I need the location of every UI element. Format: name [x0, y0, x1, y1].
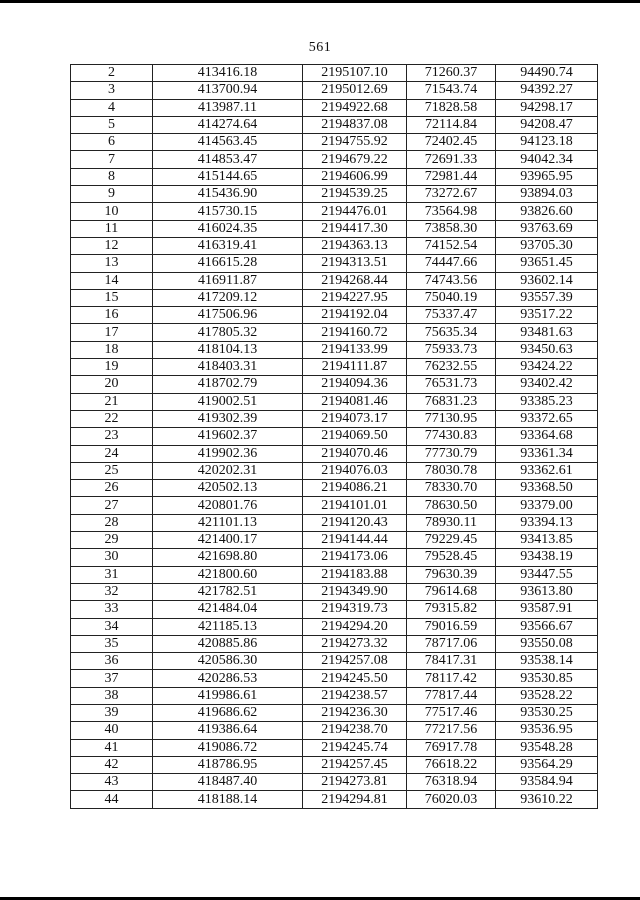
table-row	[71, 151, 598, 168]
table-row	[71, 739, 598, 756]
table-row	[71, 82, 598, 99]
coord-x-cell: 420801.76	[153, 497, 303, 514]
coord-y2-cell: 94123.18	[496, 134, 598, 151]
coord-x-cell: 418487.40	[153, 774, 303, 791]
table-row	[71, 497, 598, 514]
coord-x-cell: 415730.15	[153, 203, 303, 220]
coord-y-cell: 2194101.01	[303, 497, 407, 514]
coord-y2-cell: 93364.68	[496, 428, 598, 445]
point-number-cell: 19	[71, 359, 153, 376]
coord-x-cell: 415436.90	[153, 186, 303, 203]
coord-y2-cell: 93557.39	[496, 289, 598, 306]
point-number-cell: 27	[71, 497, 153, 514]
coord-x2-cell: 76618.22	[407, 756, 496, 773]
coord-y-cell: 2194069.50	[303, 428, 407, 445]
coord-x2-cell: 77217.56	[407, 722, 496, 739]
coord-y-cell: 2194257.45	[303, 756, 407, 773]
coord-x-cell: 421101.13	[153, 514, 303, 531]
point-number-cell: 22	[71, 410, 153, 427]
coord-y-cell: 2194294.20	[303, 618, 407, 635]
coord-x-cell: 419686.62	[153, 704, 303, 721]
coord-x2-cell: 71828.58	[407, 99, 496, 116]
coord-x2-cell: 76232.55	[407, 359, 496, 376]
coord-x-cell: 417506.96	[153, 307, 303, 324]
coord-x2-cell: 71543.74	[407, 82, 496, 99]
table-row	[71, 549, 598, 566]
point-number-cell: 17	[71, 324, 153, 341]
point-number-cell: 11	[71, 220, 153, 237]
coord-y-cell: 2194539.25	[303, 186, 407, 203]
coord-y2-cell: 94490.74	[496, 65, 598, 82]
table-row	[71, 445, 598, 462]
point-number-cell: 5	[71, 116, 153, 133]
coord-y-cell: 2194120.43	[303, 514, 407, 531]
coord-y2-cell: 93517.22	[496, 307, 598, 324]
coord-y-cell: 2194363.13	[303, 237, 407, 254]
coord-y2-cell: 93610.22	[496, 791, 598, 808]
point-number-cell: 29	[71, 532, 153, 549]
point-number-cell: 24	[71, 445, 153, 462]
coord-x2-cell: 74743.56	[407, 272, 496, 289]
coord-x2-cell: 77430.83	[407, 428, 496, 445]
point-number-cell: 36	[71, 653, 153, 670]
coord-y-cell: 2194160.72	[303, 324, 407, 341]
coord-x2-cell: 79614.68	[407, 583, 496, 600]
table-row	[71, 65, 598, 82]
coord-x2-cell: 78930.11	[407, 514, 496, 531]
coord-y-cell: 2194268.44	[303, 272, 407, 289]
coord-x2-cell: 78117.42	[407, 670, 496, 687]
table-row	[71, 601, 598, 618]
coord-x-cell: 414274.64	[153, 116, 303, 133]
coord-x2-cell: 77730.79	[407, 445, 496, 462]
point-number-cell: 43	[71, 774, 153, 791]
coord-y-cell: 2194273.81	[303, 774, 407, 791]
coord-y-cell: 2195107.10	[303, 65, 407, 82]
coord-x-cell: 419002.51	[153, 393, 303, 410]
coord-x2-cell: 76318.94	[407, 774, 496, 791]
point-number-cell: 2	[71, 65, 153, 82]
coord-y-cell: 2194294.81	[303, 791, 407, 808]
point-number-cell: 42	[71, 756, 153, 773]
table-row	[71, 168, 598, 185]
coord-y2-cell: 93763.69	[496, 220, 598, 237]
coord-x-cell: 419386.64	[153, 722, 303, 739]
coord-y2-cell: 93536.95	[496, 722, 598, 739]
point-number-cell: 31	[71, 566, 153, 583]
table-row	[71, 653, 598, 670]
table-row	[71, 722, 598, 739]
point-number-cell: 33	[71, 601, 153, 618]
coord-y2-cell: 93379.00	[496, 497, 598, 514]
point-number-cell: 14	[71, 272, 153, 289]
point-number-cell: 37	[71, 670, 153, 687]
coord-y-cell: 2194111.87	[303, 359, 407, 376]
coordinates-table-body	[71, 65, 598, 809]
coord-x-cell: 416911.87	[153, 272, 303, 289]
coord-y2-cell: 93530.85	[496, 670, 598, 687]
table-row	[71, 134, 598, 151]
coord-y-cell: 2194173.06	[303, 549, 407, 566]
coord-x2-cell: 72691.33	[407, 151, 496, 168]
table-row	[71, 116, 598, 133]
coord-x-cell: 418104.13	[153, 341, 303, 358]
coord-x-cell: 413987.11	[153, 99, 303, 116]
coord-y2-cell: 94042.34	[496, 151, 598, 168]
coord-x-cell: 417805.32	[153, 324, 303, 341]
point-number-cell: 18	[71, 341, 153, 358]
coord-x-cell: 421484.04	[153, 601, 303, 618]
table-row	[71, 410, 598, 427]
table-row	[71, 272, 598, 289]
coord-y-cell: 2194081.46	[303, 393, 407, 410]
coord-x-cell: 419602.37	[153, 428, 303, 445]
table-row	[71, 791, 598, 808]
table-row	[71, 687, 598, 704]
table-row	[71, 514, 598, 531]
table-row	[71, 774, 598, 791]
table-row	[71, 324, 598, 341]
coord-y-cell: 2195012.69	[303, 82, 407, 99]
coord-x-cell: 421185.13	[153, 618, 303, 635]
coord-x-cell: 420202.31	[153, 462, 303, 479]
coord-y-cell: 2194245.50	[303, 670, 407, 687]
coord-x2-cell: 79315.82	[407, 601, 496, 618]
coord-x2-cell: 79528.45	[407, 549, 496, 566]
coord-x-cell: 421400.17	[153, 532, 303, 549]
coord-y2-cell: 93538.14	[496, 653, 598, 670]
table-row	[71, 480, 598, 497]
coord-x-cell: 418188.14	[153, 791, 303, 808]
coord-y2-cell: 93424.22	[496, 359, 598, 376]
coord-y-cell: 2194319.73	[303, 601, 407, 618]
coord-y-cell: 2194144.44	[303, 532, 407, 549]
coord-x-cell: 414563.45	[153, 134, 303, 151]
coord-x-cell: 418403.31	[153, 359, 303, 376]
coord-x2-cell: 78630.50	[407, 497, 496, 514]
table-row	[71, 704, 598, 721]
coord-y2-cell: 93602.14	[496, 272, 598, 289]
coord-y-cell: 2194133.99	[303, 341, 407, 358]
point-number-cell: 26	[71, 480, 153, 497]
coord-y-cell: 2194273.32	[303, 635, 407, 652]
coord-y2-cell: 93564.29	[496, 756, 598, 773]
point-number-cell: 25	[71, 462, 153, 479]
coord-y2-cell: 93651.45	[496, 255, 598, 272]
coord-x2-cell: 78030.78	[407, 462, 496, 479]
coord-y-cell: 2194227.95	[303, 289, 407, 306]
coord-y2-cell: 93705.30	[496, 237, 598, 254]
coord-y2-cell: 94298.17	[496, 99, 598, 116]
coord-x-cell: 413416.18	[153, 65, 303, 82]
point-number-cell: 38	[71, 687, 153, 704]
point-number-cell: 34	[71, 618, 153, 635]
point-number-cell: 20	[71, 376, 153, 393]
coord-x-cell: 418702.79	[153, 376, 303, 393]
coord-x2-cell: 75337.47	[407, 307, 496, 324]
coord-x2-cell: 74152.54	[407, 237, 496, 254]
table-row	[71, 203, 598, 220]
table-row	[71, 359, 598, 376]
coord-x2-cell: 73858.30	[407, 220, 496, 237]
point-number-cell: 8	[71, 168, 153, 185]
point-number-cell: 40	[71, 722, 153, 739]
coord-x-cell: 416615.28	[153, 255, 303, 272]
coord-x2-cell: 79229.45	[407, 532, 496, 549]
coord-x-cell: 421782.51	[153, 583, 303, 600]
coord-x-cell: 416024.35	[153, 220, 303, 237]
point-number-cell: 15	[71, 289, 153, 306]
coord-y2-cell: 93450.63	[496, 341, 598, 358]
table-row	[71, 428, 598, 445]
coord-y-cell: 2194476.01	[303, 203, 407, 220]
point-number-cell: 9	[71, 186, 153, 203]
table-row	[71, 532, 598, 549]
coord-x2-cell: 72402.45	[407, 134, 496, 151]
coord-y-cell: 2194313.51	[303, 255, 407, 272]
page-number: 561	[308, 40, 332, 55]
point-number-cell: 44	[71, 791, 153, 808]
table-row	[71, 462, 598, 479]
coord-y2-cell: 93613.80	[496, 583, 598, 600]
coord-y-cell: 2194257.08	[303, 653, 407, 670]
coord-x-cell: 419986.61	[153, 687, 303, 704]
point-number-cell: 7	[71, 151, 153, 168]
coord-x-cell: 414853.47	[153, 151, 303, 168]
coord-x-cell: 421698.80	[153, 549, 303, 566]
coord-y2-cell: 94392.27	[496, 82, 598, 99]
coord-y-cell: 2194349.90	[303, 583, 407, 600]
coord-y2-cell: 93481.63	[496, 324, 598, 341]
coord-x-cell: 417209.12	[153, 289, 303, 306]
point-number-cell: 39	[71, 704, 153, 721]
coord-x2-cell: 76831.23	[407, 393, 496, 410]
point-number-cell: 32	[71, 583, 153, 600]
coord-x-cell: 420286.53	[153, 670, 303, 687]
coord-y2-cell: 93402.42	[496, 376, 598, 393]
point-number-cell: 21	[71, 393, 153, 410]
table-row	[71, 341, 598, 358]
coord-y-cell: 2194417.30	[303, 220, 407, 237]
table-row	[71, 376, 598, 393]
coord-y2-cell: 93587.91	[496, 601, 598, 618]
coord-x-cell: 420502.13	[153, 480, 303, 497]
table-row	[71, 237, 598, 254]
coord-y2-cell: 93372.65	[496, 410, 598, 427]
coord-y-cell: 2194076.03	[303, 462, 407, 479]
point-number-cell: 10	[71, 203, 153, 220]
coord-x2-cell: 73272.67	[407, 186, 496, 203]
coord-y2-cell: 93566.67	[496, 618, 598, 635]
coord-x-cell: 419902.36	[153, 445, 303, 462]
coord-x2-cell: 79016.59	[407, 618, 496, 635]
coord-y2-cell: 93385.23	[496, 393, 598, 410]
coord-x2-cell: 77517.46	[407, 704, 496, 721]
coord-y2-cell: 93362.61	[496, 462, 598, 479]
coord-x2-cell: 77817.44	[407, 687, 496, 704]
coord-y2-cell: 93550.08	[496, 635, 598, 652]
point-number-cell: 6	[71, 134, 153, 151]
coord-y-cell: 2194922.68	[303, 99, 407, 116]
coord-y-cell: 2194192.04	[303, 307, 407, 324]
table-row	[71, 99, 598, 116]
point-number-cell: 28	[71, 514, 153, 531]
coord-x2-cell: 78717.06	[407, 635, 496, 652]
table-row	[71, 289, 598, 306]
coord-y-cell: 2194245.74	[303, 739, 407, 756]
coord-x-cell: 413700.94	[153, 82, 303, 99]
coord-y2-cell: 93447.55	[496, 566, 598, 583]
coord-y2-cell: 93826.60	[496, 203, 598, 220]
coord-y-cell: 2194238.70	[303, 722, 407, 739]
coord-y-cell: 2194086.21	[303, 480, 407, 497]
coord-y-cell: 2194070.46	[303, 445, 407, 462]
table-row	[71, 186, 598, 203]
table-row	[71, 756, 598, 773]
coord-y-cell: 2194183.88	[303, 566, 407, 583]
coord-y2-cell: 93413.85	[496, 532, 598, 549]
coord-x2-cell: 72981.44	[407, 168, 496, 185]
coord-y2-cell: 93361.34	[496, 445, 598, 462]
point-number-cell: 30	[71, 549, 153, 566]
coord-x2-cell: 76020.03	[407, 791, 496, 808]
table-row	[71, 307, 598, 324]
table-row	[71, 220, 598, 237]
coord-y2-cell: 94208.47	[496, 116, 598, 133]
point-number-cell: 4	[71, 99, 153, 116]
coord-x2-cell: 75933.73	[407, 341, 496, 358]
coord-x2-cell: 78330.70	[407, 480, 496, 497]
coord-y2-cell: 93584.94	[496, 774, 598, 791]
coordinates-table	[70, 64, 598, 809]
coord-y-cell: 2194238.57	[303, 687, 407, 704]
table-row	[71, 583, 598, 600]
coord-y2-cell: 93438.19	[496, 549, 598, 566]
table-row	[71, 393, 598, 410]
coord-x-cell: 418786.95	[153, 756, 303, 773]
coord-y2-cell: 93548.28	[496, 739, 598, 756]
table-row	[71, 566, 598, 583]
coord-x2-cell: 74447.66	[407, 255, 496, 272]
coord-y-cell: 2194606.99	[303, 168, 407, 185]
coord-x-cell: 420586.30	[153, 653, 303, 670]
coord-x2-cell: 75635.34	[407, 324, 496, 341]
coord-y2-cell: 93894.03	[496, 186, 598, 203]
coord-x-cell: 420885.86	[153, 635, 303, 652]
point-number-cell: 41	[71, 739, 153, 756]
coord-x2-cell: 79630.39	[407, 566, 496, 583]
scan-top-edge	[0, 0, 640, 3]
coord-x2-cell: 73564.98	[407, 203, 496, 220]
coord-y2-cell: 93528.22	[496, 687, 598, 704]
coord-y-cell: 2194236.30	[303, 704, 407, 721]
coord-x2-cell: 72114.84	[407, 116, 496, 133]
coord-y2-cell: 93368.50	[496, 480, 598, 497]
point-number-cell: 13	[71, 255, 153, 272]
coord-x2-cell: 76917.78	[407, 739, 496, 756]
coord-x-cell: 419086.72	[153, 739, 303, 756]
coord-x2-cell: 78417.31	[407, 653, 496, 670]
coord-x2-cell: 77130.95	[407, 410, 496, 427]
table-row	[71, 635, 598, 652]
coord-y2-cell: 93394.13	[496, 514, 598, 531]
coord-y-cell: 2194679.22	[303, 151, 407, 168]
coord-y-cell: 2194837.08	[303, 116, 407, 133]
table-row	[71, 618, 598, 635]
point-number-cell: 12	[71, 237, 153, 254]
table-row	[71, 670, 598, 687]
coord-y-cell: 2194755.92	[303, 134, 407, 151]
coord-x2-cell: 76531.73	[407, 376, 496, 393]
point-number-cell: 35	[71, 635, 153, 652]
coord-x2-cell: 71260.37	[407, 65, 496, 82]
coord-y2-cell: 93530.25	[496, 704, 598, 721]
coord-x-cell: 419302.39	[153, 410, 303, 427]
coord-y-cell: 2194073.17	[303, 410, 407, 427]
coord-x2-cell: 75040.19	[407, 289, 496, 306]
coord-y2-cell: 93965.95	[496, 168, 598, 185]
coord-y-cell: 2194094.36	[303, 376, 407, 393]
point-number-cell: 3	[71, 82, 153, 99]
point-number-cell: 23	[71, 428, 153, 445]
coord-x-cell: 415144.65	[153, 168, 303, 185]
coord-x-cell: 416319.41	[153, 237, 303, 254]
point-number-cell: 16	[71, 307, 153, 324]
table-row	[71, 255, 598, 272]
coord-x-cell: 421800.60	[153, 566, 303, 583]
